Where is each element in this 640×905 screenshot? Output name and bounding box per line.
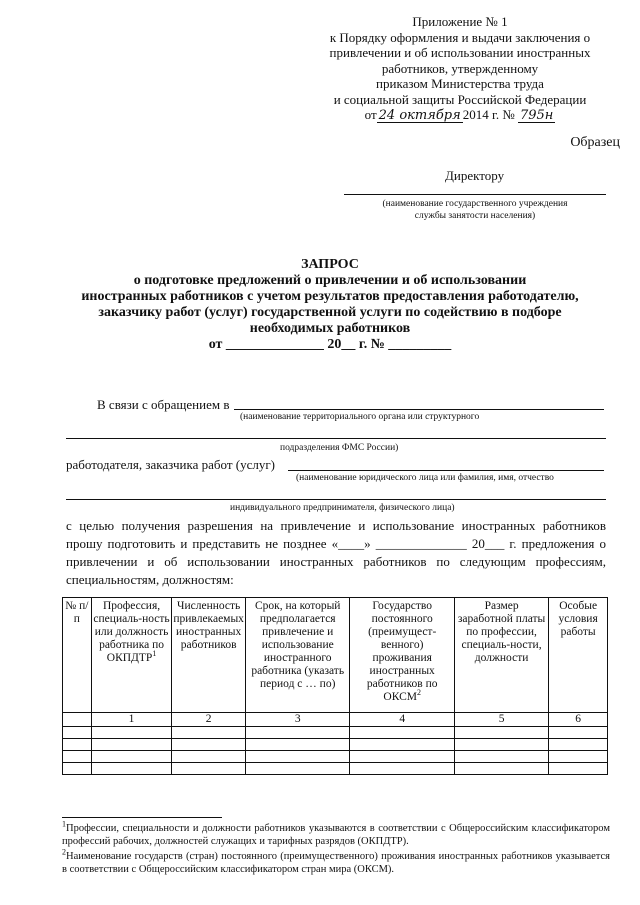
title-date-line: от ______________ 20__ г. № _________ bbox=[208, 337, 452, 352]
appendix-line: привлечении и об использовании иностранных bbox=[329, 45, 591, 60]
employer-caption: (наименование юридического лица или фамилия, имя, отчество bbox=[296, 473, 554, 483]
addressee-caption: (наименование государственного учреждения службы занятости населения) bbox=[382, 199, 568, 221]
table-header-row bbox=[63, 598, 608, 713]
header-number: № п/п bbox=[63, 598, 92, 713]
column-number: 5 bbox=[454, 713, 548, 727]
header-country: Государство постоянного (преимущест-венного) проживания иностранных работников по ОКСМ$^2$ bbox=[350, 598, 454, 713]
header-count: Численность привлекаемых иностранных работников bbox=[172, 598, 246, 713]
column-number bbox=[63, 713, 92, 727]
professions-table bbox=[62, 597, 608, 775]
title-heading: ЗАПРОС bbox=[301, 257, 359, 272]
appendix-line: к Порядку оформления и выдачи заключения о bbox=[329, 29, 591, 45]
authority-field-2 bbox=[66, 438, 606, 439]
employer-field-2 bbox=[66, 499, 606, 500]
addressee-field bbox=[344, 194, 606, 195]
header-salary: Размер заработной платы по профессии, специаль-ности, должности bbox=[454, 598, 548, 713]
addressee-director: Директору bbox=[445, 168, 505, 183]
request-intro: В связи с обращением в bbox=[97, 397, 230, 412]
authority-caption-2: подразделения ФМС России) bbox=[280, 443, 399, 453]
footnote-separator bbox=[62, 817, 222, 818]
footnote-1: $^1$Профессии, специальности и должности работников указываются в соответствии с Общероссийским классификатором профессий рабочих, должностей служащих и тарифных разрядов (ОКПДТР). bbox=[62, 819, 610, 847]
handwritten-number: 795н bbox=[519, 108, 554, 123]
table-row bbox=[63, 727, 608, 739]
authority-caption: (наименование территориального органа или структурного bbox=[240, 412, 480, 422]
handwritten-date: 24 октября bbox=[378, 108, 461, 123]
authority-field bbox=[234, 409, 604, 410]
appendix-line: работников, утвержденному bbox=[381, 60, 539, 76]
appendix-line: приказом Министерства труда bbox=[376, 76, 544, 91]
appendix-block bbox=[300, 14, 620, 123]
employer-caption-2: индивидуального предпринимателя, физического лица) bbox=[230, 503, 455, 513]
header-period: Срок, на который предполагается привлечение и использование иностранного работника (указать период с … по) bbox=[245, 598, 350, 713]
request-paragraph: с целью получения разрешения на привлечение и использование иностранных работников прошу подготовить и представить не позднее «____» ______________ 20___ г. предложения о привлечении и об использовании иностранных работников по следующим профессиям, специальностям, должностям: bbox=[66, 518, 606, 587]
header-conditions: Особые условия работы bbox=[549, 598, 608, 713]
table-row bbox=[63, 763, 608, 775]
column-number: 3 bbox=[245, 713, 350, 727]
table-number-row bbox=[63, 713, 608, 727]
column-number: 1 bbox=[91, 713, 172, 727]
employer-field bbox=[288, 470, 604, 471]
appendix-date-line: от 24 октября 2014 г. № 795н bbox=[364, 107, 554, 123]
table-row bbox=[63, 751, 608, 763]
employer-label: работодателя, заказчика работ (услуг) bbox=[66, 457, 276, 472]
table-row bbox=[63, 739, 608, 751]
document-title: ЗАПРОС о подготовке предложений о привлечении и об использовании иностранных работников с учетом результатов предоставления работодателю, заказчику работ (услуг) государственной услуги по содействию в подборе необходимых работников от ______________ 20__ г. № _________ bbox=[40, 257, 620, 353]
column-number: 4 bbox=[350, 713, 454, 727]
column-number: 6 bbox=[549, 713, 608, 727]
footnote-2: $^2$Наименование государств (стран) постоянного (преимущественного) проживания иностранных работников указывается в соответствии с Общероссийским классификатором стран мира (ОКСМ). bbox=[62, 847, 610, 875]
column-number: 2 bbox=[172, 713, 246, 727]
sample-label: Образец bbox=[570, 135, 620, 150]
appendix-title: Приложение № 1 bbox=[412, 14, 508, 29]
appendix-line: и социальной защиты Российской Федерации bbox=[333, 91, 587, 107]
header-profession: Профессия, специаль-ность или должность работника по ОКПДТР$^1$ bbox=[91, 598, 172, 713]
